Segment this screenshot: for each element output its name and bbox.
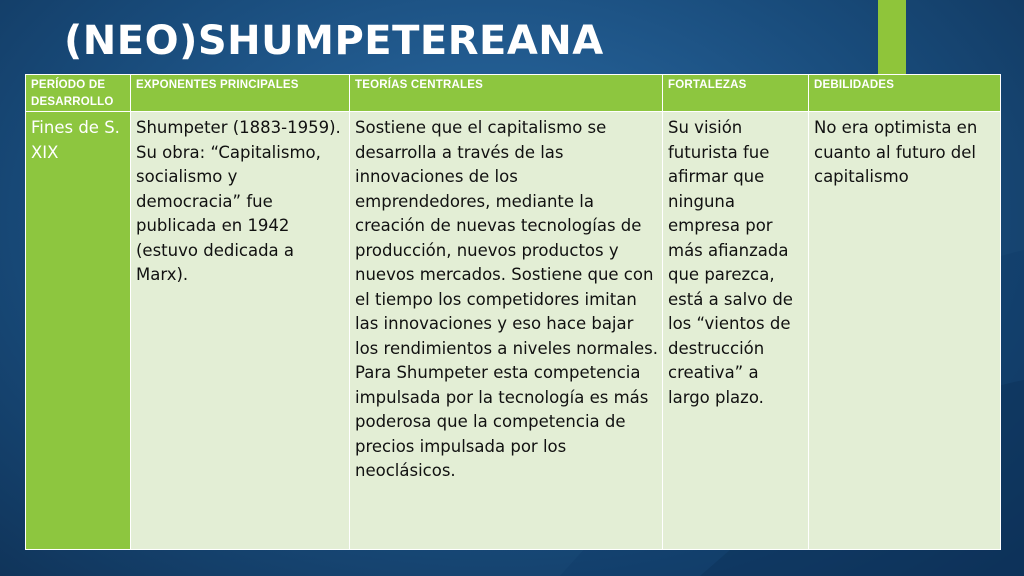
table-row bbox=[26, 112, 1001, 550]
cell-fortalezas: Su visión futurista fue afirmar que ninguna empresa por más afianzada que parezca, está a salvo de los “vientos de destrucción creativa” a largo plazo. bbox=[663, 112, 809, 550]
header-fortalezas: FORTALEZAS bbox=[663, 75, 809, 112]
cell-debilidades: No era optimista en cuanto al futuro del capitalismo bbox=[809, 112, 1001, 550]
accent-bar bbox=[878, 0, 906, 75]
table-header-row bbox=[26, 75, 1001, 112]
cell-teorias: Sostiene que el capitalismo se desarrolla a través de las innovaciones de los emprendedores, mediante la creación de nuevas tecnologías de producción, nuevos productos y nuevos mercados. Sostiene que con el tiempo los competidores imitan las innovaciones y eso hace bajar los rendimientos a niveles normales. Para Shumpeter esta competencia impulsada por la tecnología es más poderosa que la competencia de precios impulsada por los neoclásicos. bbox=[350, 112, 663, 550]
header-teorias: TEORÍAS CENTRALES bbox=[350, 75, 663, 112]
cell-exponentes: Shumpeter (1883-1959). Su obra: “Capitalismo, socialismo y democracia” fue publicada en 1942 (estuvo dedicada a Marx). bbox=[131, 112, 350, 550]
cell-periodo: Fines de S. XIX bbox=[26, 112, 131, 550]
header-debilidades: DEBILIDADES bbox=[809, 75, 1001, 112]
header-exponentes: EXPONENTES PRINCIPALES bbox=[131, 75, 350, 112]
slide-title: (NEO)SHUMPETEREANA bbox=[64, 18, 604, 64]
comparison-table bbox=[25, 74, 1001, 550]
header-periodo: PERÍODO DE DESARROLLO bbox=[26, 75, 131, 112]
